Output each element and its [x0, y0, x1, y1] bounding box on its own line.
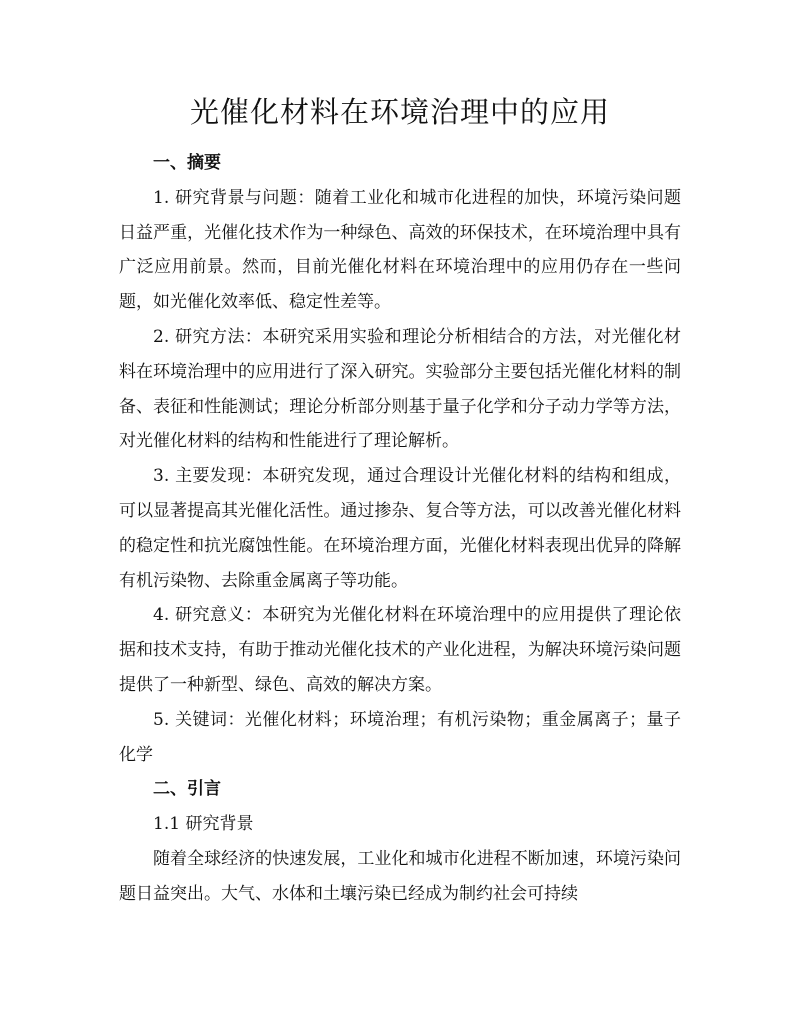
- section-heading-introduction: 二、引言: [153, 779, 221, 800]
- section-heading-abstract: 一、摘要: [153, 153, 221, 173]
- intro-paragraph: 随着全球经济的快速发展，工业化和城市化进程不断加速，环境污染问题日益突出。大气、水体和土壤污染已经成为制约社会可持续: [119, 848, 681, 904]
- document-title: 光催化材料在环境治理中的应用: [189, 95, 610, 129]
- abstract-item-3: 3. 主要发现：本研究发现，通过合理设计光催化材料的结构和组成，可以显著提高其光催化活性。通过掺杂、复合等方法，可以改善光催化材料的稳定性和抗光腐蚀性能。在环境治理方面，光催化材料表现出优异的降解有机污染物、去除重金属离子等功能。: [119, 466, 681, 591]
- document-body: [119, 146, 681, 912]
- abstract-item-1: 1. 研究背景与问题：随着工业化和城市化进程的加快，环境污染问题日益严重，光催化技术作为一种绿色、高效的环保技术，在环境治理中具有广泛应用前景。然而，目前光催化材料在环境治理中的应用仍存在一些问题，如光催化效率低、稳定性差等。: [119, 187, 681, 313]
- abstract-item-4: 4. 研究意义：本研究为光催化材料在环境治理中的应用提供了理论依据和技术支持，有助于推动光催化技术的产业化进程，为解决环境污染问题提供了一种新型、绿色、高效的解决方案。: [119, 605, 681, 695]
- abstract-item-5: 5. 关键词：光催化材料；环境治理；有机污染物；重金属离子；量子化学: [119, 709, 681, 765]
- abstract-item-2: 2. 研究方法：本研究采用实验和理论分析相结合的方法，对光催化材料在环境治理中的应用进行了深入研究。实验部分主要包括光催化材料的制备、表征和性能测试；理论分析部分则基于量子化学和分子动力学等方法，对光催化材料的结构和性能进行了理论解析。: [119, 326, 681, 452]
- subsection-heading-background: 1.1 研究背景: [153, 814, 254, 835]
